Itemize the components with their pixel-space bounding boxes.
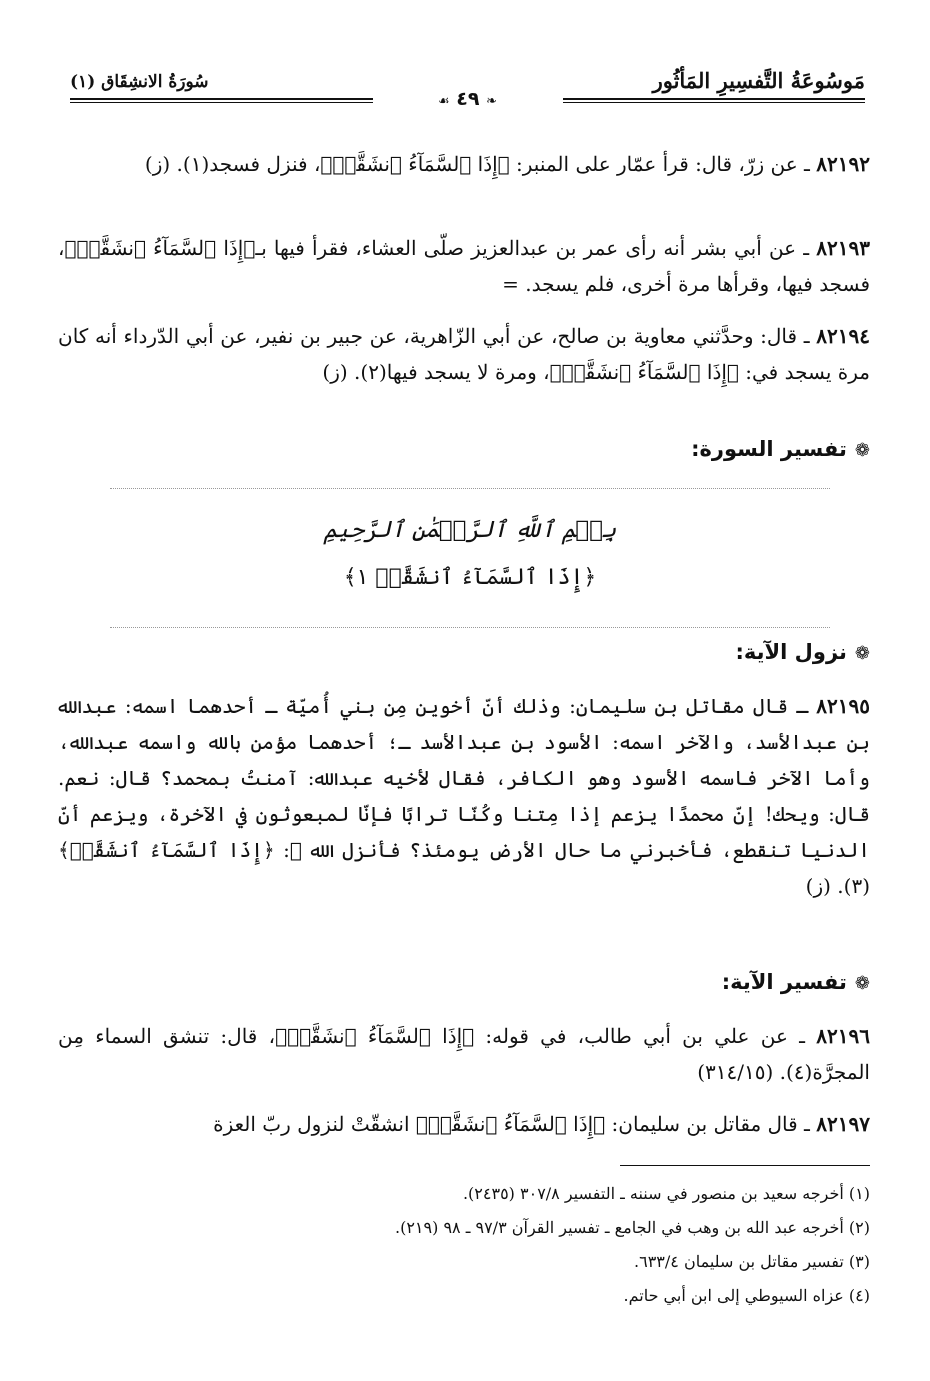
entry-number: ٨٢١٩٢ xyxy=(816,152,870,176)
footnote-2: (٢) أخرجه عبد الله بن وهب في الجامع ـ تفسير القرآن ٩٧/٣ ـ ٩٨ (٢١٩). xyxy=(395,1218,870,1237)
entry-number: ٨٢١٩٦ xyxy=(816,1024,870,1048)
ornament-icon: ❧ xyxy=(486,94,498,109)
entry-82196 xyxy=(58,1018,870,1090)
entry-82195 xyxy=(58,688,870,904)
entry-number: ٨٢١٩٥ xyxy=(816,694,870,718)
opening-verse: ﴿إِذَا ٱلسَّمَآءُ ٱنشَقَّتۡ ١﴾ xyxy=(343,565,597,590)
entry-number: ٨٢١٩٣ xyxy=(816,236,870,260)
entry-number: ٨٢١٩٤ xyxy=(816,324,870,348)
surah-running-title: سُورَةُ الانشِقَاق (١) xyxy=(70,72,209,92)
entry-82193 xyxy=(58,230,870,302)
footnote-3: (٣) تفسير مقاتل بن سليمان ٦٣٣/٤. xyxy=(634,1252,870,1271)
footnote-4: (٤) عزاه السيوطي إلى ابن أبي حاتم. xyxy=(623,1286,870,1305)
footnote-1: (١) أخرجه سعيد بن منصور في سننه ـ التفسير ٣٠٧/٨ (٢٤٣٥). xyxy=(462,1184,870,1203)
entry-text: ـ قال: وحدَّثني معاوية بن صالح، عن أبي الزّاهرية، عن جبير بن نفير، عن أبي الدّرداء أنه كان مرة يسجد في: ﴿إِذَا ٱلسَّمَآءُ ٱنشَقَّتۡ﴾، ومرة لا يسجد فيها(٢). (ز) xyxy=(58,324,870,384)
section-heading-ayah-tafsir: ❁تفسير الآية: xyxy=(721,970,870,994)
entry-82197 xyxy=(58,1106,870,1142)
flower-ornament-icon: ❁ xyxy=(854,440,870,461)
entry-text: ـ عن زرّ، قال: قرأ عمّار على المنبر: ﴿إِذَا ٱلسَّمَآءُ ٱنشَقَّتۡ﴾، فنزل فسجد(١). (ز) xyxy=(144,152,817,176)
entry-text: ـ عن علي بن أبي طالب، في قوله: ﴿إِذَا ٱلسَّمَآءُ ٱنشَقَّتۡ﴾، قال: تنشق السماء مِن المجرَّة(٤). (٣١٤/١٥) xyxy=(58,1024,870,1084)
entry-text: ـ قال مقاتل بن سليمان: ﴿إِذَا ٱلسَّمَآءُ ٱنشَقَّتۡ﴾ انشقّتْ لنزول ربّ العزة xyxy=(213,1112,817,1136)
ornament-icon: ☙ xyxy=(437,94,450,109)
entry-number: ٨٢١٩٧ xyxy=(816,1112,870,1136)
book-title: مَوسُوعَةُ التَّفسِيرِ المَأثُور xyxy=(652,68,865,93)
entry-82192 xyxy=(58,146,870,182)
page-header xyxy=(70,60,865,130)
flower-ornament-icon: ❁ xyxy=(854,643,870,664)
entry-text: ـ عن أبي بشر أنه رأى عمر بن عبدالعزيز صلّى العشاء، فقرأ فيها بـ﴿إِذَا ٱلسَّمَآءُ ٱنشَقَّتۡ﴾، فسجد فيها، وقرأها مرة أخرى، فلم يسجد. = xyxy=(58,236,870,296)
basmala: بِسۡمِ ٱللَّهِ ٱلرَّحۡمَٰنِ ٱلرَّحِيمِ xyxy=(323,517,617,543)
footnote-rule xyxy=(620,1165,870,1166)
flower-ornament-icon: ❁ xyxy=(854,973,870,994)
entry-text: ـ قال مقاتل بن سليمان: وذلك أنّ أخوين مِن بني أُميّة ـ أحدهما اسمه: عبدالله بن عبدالأسد، والآخر اسمه: الأسود بن عبدالأسد ـ؛ أحدهما مؤمن بالله واسمه عبدالله، وأما الآخر فاسمه الأسود وهو الكافر، فقال لأخيه عبدالله: آمنتُ بمحمد؟ قال: نعم. قال: ويحك! إنّ محمدًا يزعم إذا مِتنا وكُنّا ترابًا فإنّا لمبعوثون في الآخرة، ويزعم أنّ الدنيا تنقطع، فأخبرني ما حال الأرض يومئذ؟ فأنزل الله ﷻ: ﴿إِذَا ٱلسَّمَآءُ ٱنشَقَّتۡ﴾(٣). (ز) xyxy=(58,694,870,898)
entry-82194 xyxy=(58,318,870,390)
section-heading-surah-tafsir: ❁تفسير السورة: xyxy=(691,437,870,461)
surah-opening-box xyxy=(110,488,830,628)
page-number-group xyxy=(438,88,497,110)
section-heading-nuzul: ❁نزول الآية: xyxy=(735,640,870,664)
page-number: ٤٩ xyxy=(456,88,480,110)
